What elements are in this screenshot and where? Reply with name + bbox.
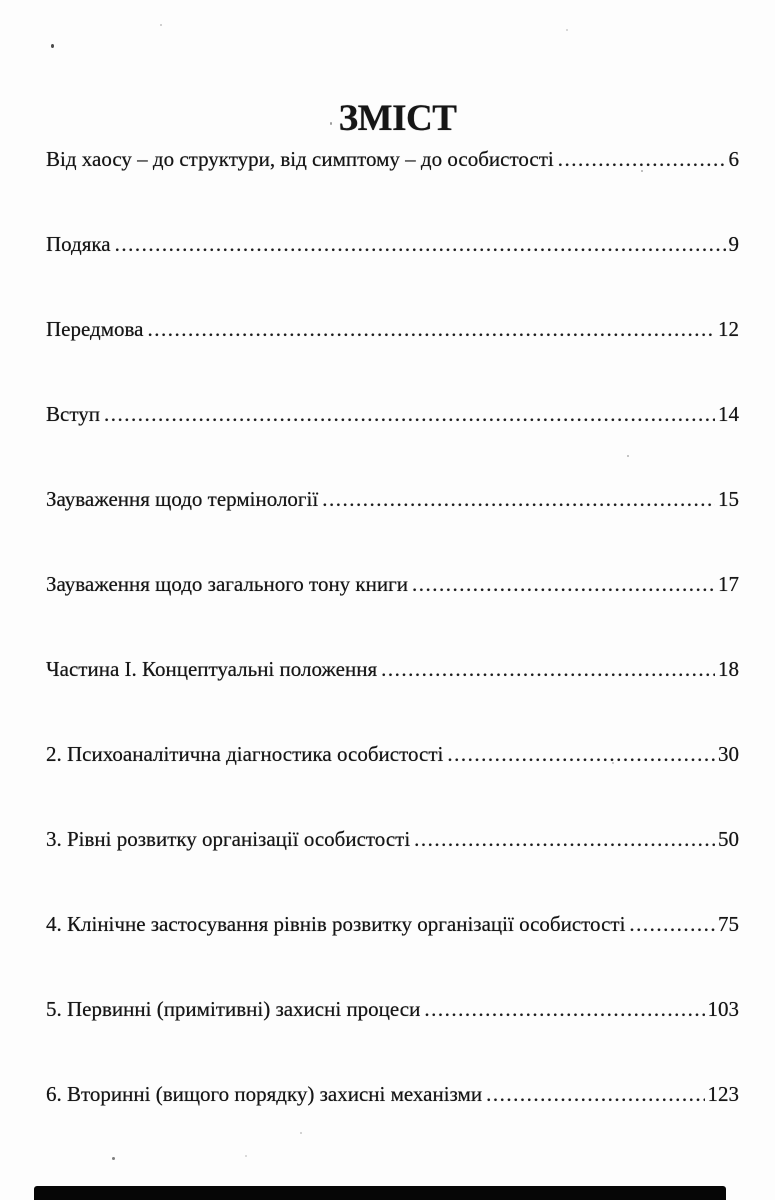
- table-of-contents: [46, 147, 739, 1106]
- toc-entry-page: 30: [718, 742, 739, 766]
- toc-entry-page: 15: [718, 487, 739, 511]
- toc-entry-page: 123: [707, 1082, 739, 1106]
- dot-leader: [147, 317, 715, 341]
- dot-leader: [447, 742, 715, 766]
- scan-speck: [51, 44, 54, 48]
- scan-edge-artifact: [34, 1186, 726, 1200]
- toc-entry-label: Передмова: [46, 317, 144, 341]
- scan-speck: [612, 762, 614, 764]
- scan-speck: [627, 455, 629, 457]
- toc-entry: [46, 402, 739, 426]
- toc-entry-label: Подяка: [46, 232, 111, 256]
- dot-leader: [424, 997, 704, 1021]
- toc-entry-page: 12: [718, 317, 739, 341]
- toc-entry-label: Від хаосу – до структури, від симптому – до особистості: [46, 147, 554, 171]
- toc-entry-page: 103: [707, 997, 739, 1021]
- toc-entry: [46, 487, 739, 511]
- dot-leader: [115, 232, 726, 256]
- toc-entry: [46, 657, 739, 681]
- toc-entry: [46, 317, 739, 341]
- toc-entry-page: 75: [718, 912, 739, 936]
- dot-leader: [104, 402, 715, 426]
- toc-entry-label: Частина I. Концептуальні положення: [46, 657, 378, 681]
- toc-entry-page: 17: [718, 572, 739, 596]
- toc-entry: [46, 1082, 739, 1106]
- toc-entry-page: 6: [728, 147, 739, 171]
- toc-entry-page: 18: [718, 657, 739, 681]
- scan-speck: [641, 170, 643, 172]
- scan-speck: [330, 122, 332, 125]
- dot-leader: [322, 487, 715, 511]
- toc-entry-label: Вступ: [46, 402, 100, 426]
- toc-entry-page: 9: [728, 232, 739, 256]
- toc-entry-label: 2. Психоаналітична діагностика особистості: [46, 742, 444, 766]
- dot-leader: [381, 657, 715, 681]
- toc-entry-page: 14: [718, 402, 739, 426]
- toc-entry-label: Зауваження щодо загального тону книги: [46, 572, 408, 596]
- toc-entry: [46, 912, 739, 936]
- scan-speck: [160, 24, 162, 26]
- toc-entry-label: Зауваження щодо термінології: [46, 487, 319, 511]
- dot-leader: [412, 572, 715, 596]
- dot-leader: [486, 1082, 704, 1106]
- dot-leader: [558, 147, 726, 171]
- scan-speck: [245, 1155, 247, 1157]
- toc-entry: [46, 997, 739, 1021]
- scan-speck: [566, 29, 568, 31]
- toc-entry: [46, 147, 739, 171]
- dot-leader: [629, 912, 715, 936]
- toc-entry: [46, 232, 739, 256]
- toc-entry-label: 4. Клінічне застосування рівнів розвитку організації особистості: [46, 912, 626, 936]
- dot-leader: [414, 827, 715, 851]
- scan-speck: [300, 1132, 302, 1134]
- toc-entry-label: 6. Вторинні (вищого порядку) захисні механізми: [46, 1082, 483, 1106]
- toc-entry: [46, 742, 739, 766]
- toc-entry-label: 5. Первинні (примітивні) захисні процеси: [46, 997, 421, 1021]
- page-title: ЗМІСТ: [338, 97, 457, 139]
- toc-entry: [46, 572, 739, 596]
- toc-entry-page: 50: [718, 827, 739, 851]
- scan-speck: [112, 1157, 115, 1160]
- toc-entry-label: 3. Рівні розвитку організації особистості: [46, 827, 411, 851]
- toc-entry: [46, 827, 739, 851]
